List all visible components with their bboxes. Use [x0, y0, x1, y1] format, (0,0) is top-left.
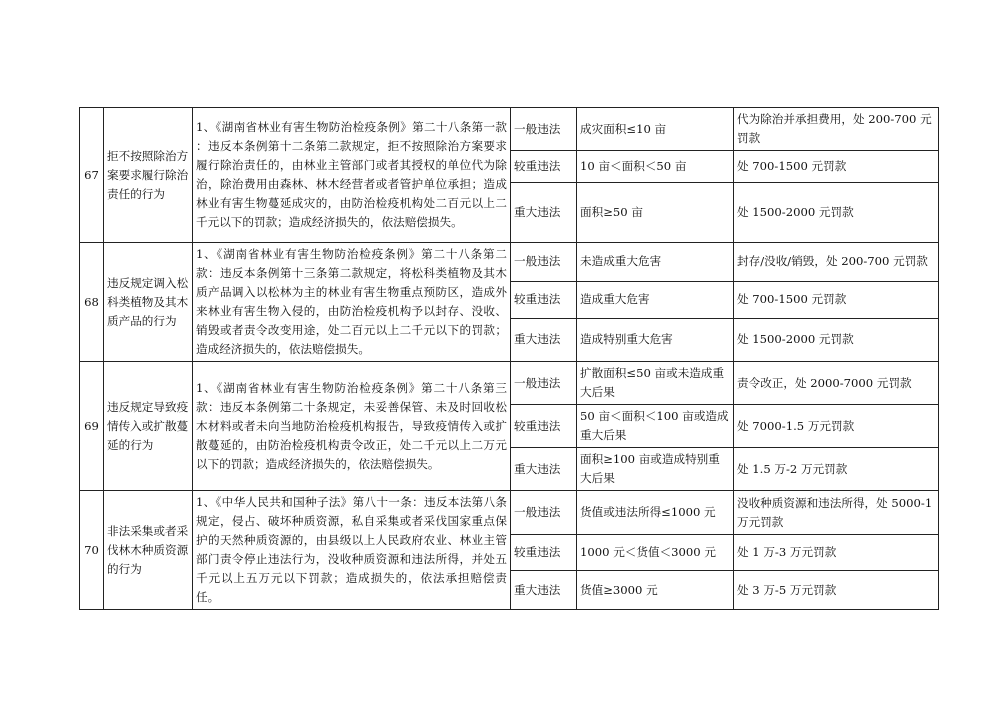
penalty-table — [79, 107, 939, 610]
circumstance: 成灾面积≤10 亩 — [577, 108, 734, 151]
penalty-standard: 代为除治并承担费用，处 200-700 元罚款 — [734, 108, 939, 151]
legal-basis: 1、《湖南省林业有害生物防治检疫条例》第二十八条第二款：违反本条例第十三条第二款规定，将松科类植物及其木质产品调入以松林为主的林业有害生物重点预防区，造成外来林业有害生物入侵的，由防治检疫机构予以封存、没收、销毁或者责令改变用途，处二百元以上二千元以下的罚款；造成经济损失的，依法赔偿损失。 — [193, 243, 511, 362]
circumstance: 1000 元＜货值＜3000 元 — [577, 535, 734, 571]
row-number: 70 — [80, 491, 104, 610]
penalty-standard: 处 700-1500 元罚款 — [734, 281, 939, 318]
row-number: 68 — [80, 243, 104, 362]
penalty-standard: 封存/没收/销毁，处 200-700 元罚款 — [734, 243, 939, 282]
row-number: 67 — [80, 108, 104, 243]
penalty-standard: 处 7000-1.5 万元罚款 — [734, 405, 939, 448]
violation-item: 违反规定导致疫情传入或扩散蔓延的行为 — [104, 362, 193, 491]
violation-level: 一般违法 — [511, 491, 577, 535]
legal-basis: 1、《湖南省林业有害生物防治检疫条例》第二十八条第三款：违反本条例第二十条规定，未妥善保管、未及时回收松木材料或者未向当地防治检疫机构报告，导致疫情传入或扩散蔓延的，由防治检疫机构责令改正，处二千元以上二万元以下的罚款；造成经济损失的，依法赔偿损失。 — [193, 362, 511, 491]
circumstance: 面积≥100 亩或造成特别重大后果 — [577, 448, 734, 491]
penalty-standard: 责令改正，处 2000-7000 元罚款 — [734, 362, 939, 405]
legal-basis: 1、《中华人民共和国种子法》第八十一条：违反本法第八条规定，侵占、破坏种质资源，私自采集或者采伐国家重点保护的天然种质资源的，由县级以上人民政府农业、林业主管部门责令停止违法行为，没收种质资源和违法所得，并处五千元以上五万元以下罚款；造成损失的，依法承担赔偿责任。 — [193, 491, 511, 610]
circumstance: 10 亩＜面积＜50 亩 — [577, 151, 734, 183]
circumstance: 面积≥50 亩 — [577, 183, 734, 243]
penalty-standard: 处 3 万-5 万元罚款 — [734, 571, 939, 610]
circumstance: 货值或违法所得≤1000 元 — [577, 491, 734, 535]
table-row — [80, 362, 939, 405]
violation-level: 较重违法 — [511, 405, 577, 448]
violation-level: 重大违法 — [511, 183, 577, 243]
violation-level: 一般违法 — [511, 108, 577, 151]
penalty-standard: 处 700-1500 元罚款 — [734, 151, 939, 183]
row-number: 69 — [80, 362, 104, 491]
violation-level: 一般违法 — [511, 243, 577, 282]
circumstance: 货值≥3000 元 — [577, 571, 734, 610]
violation-level: 较重违法 — [511, 535, 577, 571]
circumstance: 50 亩＜面积＜100 亩或造成重大后果 — [577, 405, 734, 448]
violation-level: 重大违法 — [511, 318, 577, 361]
violation-level: 较重违法 — [511, 151, 577, 183]
table-row — [80, 491, 939, 535]
violation-level: 重大违法 — [511, 571, 577, 610]
table-row — [80, 108, 939, 151]
violation-item: 违反规定调入松科类植物及其木质产品的行为 — [104, 243, 193, 362]
penalty-standard: 处 1500-2000 元罚款 — [734, 183, 939, 243]
penalty-standard: 没收种质资源和违法所得，处 5000-1 万元罚款 — [734, 491, 939, 535]
penalty-standard: 处 1.5 万-2 万元罚款 — [734, 448, 939, 491]
circumstance: 造成重大危害 — [577, 281, 734, 318]
violation-level: 重大违法 — [511, 448, 577, 491]
circumstance: 扩散面积≤50 亩或未造成重大后果 — [577, 362, 734, 405]
penalty-standard: 处 1500-2000 元罚款 — [734, 318, 939, 361]
violation-level: 较重违法 — [511, 281, 577, 318]
table-row — [80, 243, 939, 282]
violation-item: 拒不按照除治方案要求履行除治责任的行为 — [104, 108, 193, 243]
legal-basis: 1、《湖南省林业有害生物防治检疫条例》第二十八条第一款 ：违反本条例第十二条第二款规定，拒不按照除治方案要求履行除治责任的，由林业主管部门或者其授权的单位代为除治，除治费用由森林、林木经营者或者管护单位承担；造成林业有害生物蔓延成灾的，由防治检疫机构处二百元以上二千元以下的罚款；造成经济损失的，依法赔偿损失。 — [193, 108, 511, 243]
circumstance: 未造成重大危害 — [577, 243, 734, 282]
violation-level: 一般违法 — [511, 362, 577, 405]
circumstance: 造成特别重大危害 — [577, 318, 734, 361]
violation-item: 非法采集或者采伐林木种质资源的行为 — [104, 491, 193, 610]
penalty-standard: 处 1 万-3 万元罚款 — [734, 535, 939, 571]
